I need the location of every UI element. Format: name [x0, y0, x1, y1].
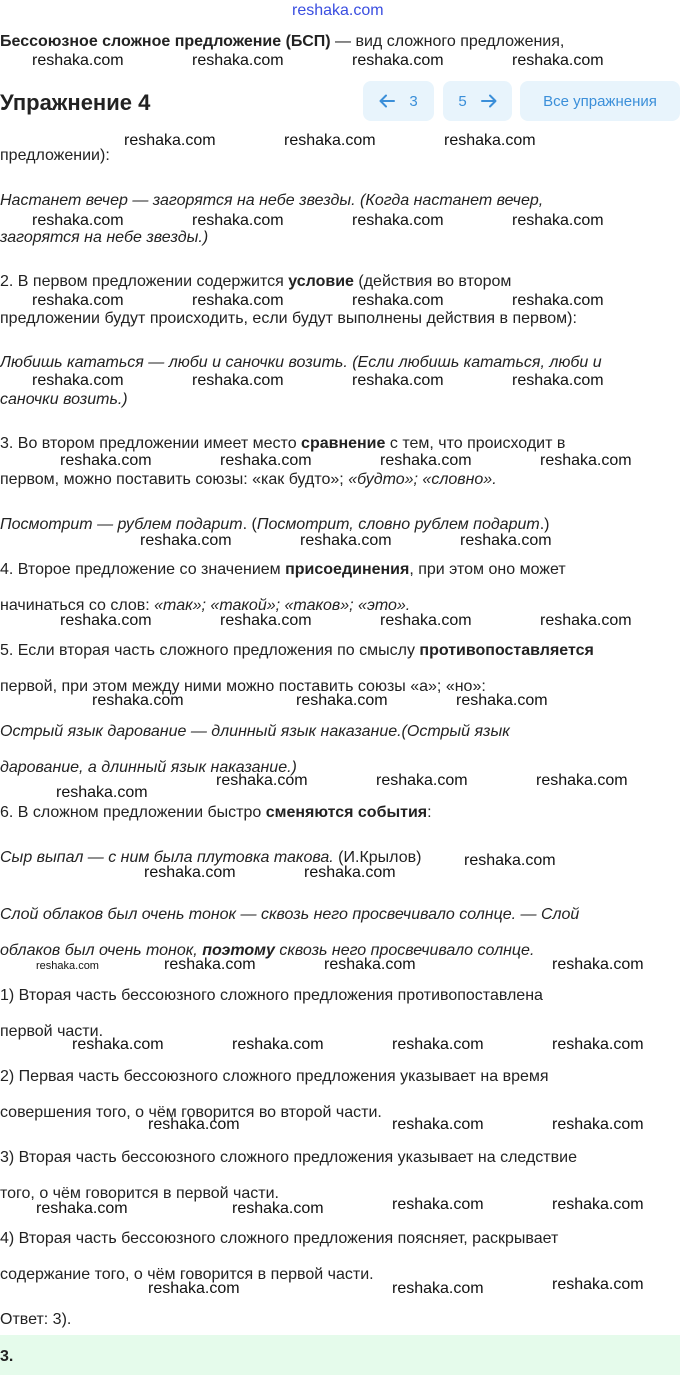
- page-title: Упражнение 4: [0, 90, 151, 115]
- watermark: reshaka.com: [192, 292, 284, 309]
- option-line: содержание того, о чём говорится в первой части.: [0, 1266, 374, 1283]
- watermark: reshaka.com: [512, 52, 604, 69]
- watermark: reshaka.com: [552, 1116, 644, 1133]
- watermark: reshaka.com: [392, 1196, 484, 1213]
- next-exercise-label: 5: [458, 92, 467, 110]
- watermark: reshaka.com: [144, 864, 236, 881]
- watermark: reshaka.com: [60, 612, 152, 629]
- watermark: reshaka.com: [456, 692, 548, 709]
- watermark: reshaka.com: [296, 692, 388, 709]
- watermark: reshaka.com: [536, 772, 628, 789]
- watermark: reshaka.com: [232, 1036, 324, 1053]
- watermark: reshaka.com: [552, 1196, 644, 1213]
- watermark: reshaka.com: [540, 452, 632, 469]
- watermark: reshaka.com: [140, 532, 232, 549]
- watermark: reshaka.com: [540, 612, 632, 629]
- option-line: 3) Вторая часть бессоюзного сложного предложения указывает на следствие: [0, 1149, 577, 1166]
- watermark: reshaka.com: [148, 1280, 240, 1297]
- watermark: reshaka.com: [60, 452, 152, 469]
- rule-line: 5. Если вторая часть сложного предложения по смыслу противопоставляется: [0, 642, 594, 659]
- option-line: того, о чём говорится в первой части.: [0, 1185, 279, 1202]
- watermark: reshaka.com: [300, 532, 392, 549]
- watermark: reshaka.com: [148, 1116, 240, 1133]
- option-line: первой части.: [0, 1023, 104, 1040]
- watermark: reshaka.com: [36, 960, 99, 972]
- watermark: reshaka.com: [376, 772, 468, 789]
- option-line: 1) Вторая часть бессоюзного сложного предложения противопоставлена: [0, 987, 543, 1004]
- answer-text: Ответ: 3).: [0, 1311, 72, 1328]
- watermark: reshaka.com: [220, 452, 312, 469]
- watermark: reshaka.com: [192, 52, 284, 69]
- site-link[interactable]: reshaka.com: [292, 2, 384, 19]
- watermark: reshaka.com: [352, 212, 444, 229]
- rule-line: первой, при этом между ними можно поставить союзы «а»; «но»:: [0, 678, 486, 695]
- watermark: reshaka.com: [324, 956, 416, 973]
- example-line: Острый язык дарование — длинный язык наказание.(Острый язык: [0, 723, 510, 740]
- watermark: reshaka.com: [72, 1036, 164, 1053]
- intro-text: Бессоюзное сложное предложение (БСП) — вид сложного предложения,: [0, 33, 565, 50]
- watermark: reshaka.com: [552, 1036, 644, 1053]
- answer-box-label: 3.: [0, 1348, 14, 1365]
- watermark: reshaka.com: [216, 772, 308, 789]
- watermark: reshaka.com: [352, 372, 444, 389]
- rule-line: 3. Во втором предложении имеет место сравнение с тем, что происходит в: [0, 435, 566, 452]
- watermark: reshaka.com: [512, 292, 604, 309]
- example-line: Слой облаков был очень тонок — сквозь него просвечивало солнце. — Слой: [0, 906, 580, 923]
- watermark: reshaka.com: [512, 372, 604, 389]
- example-line: Любишь кататься — люби и саночки возить. (Если любишь кататься, люби и: [0, 354, 602, 371]
- arrow-left-icon: [379, 94, 395, 108]
- text-line: предложении):: [0, 147, 110, 164]
- arrow-right-icon: [481, 94, 497, 108]
- watermark: reshaka.com: [380, 452, 472, 469]
- prev-exercise-label: 3: [409, 92, 418, 110]
- example-line: дарование, а длинный язык наказание.): [0, 759, 297, 776]
- example-line: облаков был очень тонок, поэтому сквозь него просвечивало солнце.: [0, 942, 535, 959]
- watermark: reshaka.com: [352, 52, 444, 69]
- rule-line: 6. В сложном предложении быстро сменяются события:: [0, 804, 432, 821]
- watermark: reshaka.com: [464, 852, 556, 869]
- watermark: reshaka.com: [32, 52, 124, 69]
- watermark: reshaka.com: [284, 132, 376, 149]
- example-line: Посмотрит — рублем подарит. (Посмотрит, словно рублем подарит.): [0, 516, 550, 533]
- rule-line: предложении будут происходить, если будут выполнены действия в первом):: [0, 310, 577, 327]
- watermark: reshaka.com: [192, 212, 284, 229]
- watermark: reshaka.com: [392, 1036, 484, 1053]
- next-exercise-button[interactable]: [443, 81, 512, 121]
- example-line: саночки возить.): [0, 391, 128, 408]
- watermark: reshaka.com: [220, 612, 312, 629]
- watermark: reshaka.com: [552, 1276, 644, 1293]
- prev-exercise-button[interactable]: [363, 81, 434, 121]
- watermark: reshaka.com: [444, 132, 536, 149]
- watermark: reshaka.com: [36, 1200, 128, 1217]
- rule-line: первом, можно поставить союзы: «как будто»; «будто»; «словно».: [0, 471, 497, 488]
- watermark: reshaka.com: [352, 292, 444, 309]
- example-line: загорятся на небе звезды.): [0, 229, 209, 246]
- watermark: reshaka.com: [392, 1116, 484, 1133]
- option-line: совершения того, о чём говорится во второй части.: [0, 1104, 382, 1121]
- watermark: reshaka.com: [32, 372, 124, 389]
- answer-box: [0, 1335, 680, 1375]
- watermark: reshaka.com: [32, 212, 124, 229]
- watermark: reshaka.com: [512, 212, 604, 229]
- watermark: reshaka.com: [552, 956, 644, 973]
- rule-line: 2. В первом предложении содержится условие (действия во втором: [0, 273, 512, 290]
- watermark: reshaka.com: [192, 372, 284, 389]
- watermark: reshaka.com: [380, 612, 472, 629]
- watermark: reshaka.com: [304, 864, 396, 881]
- watermark: reshaka.com: [232, 1200, 324, 1217]
- watermark: reshaka.com: [124, 132, 216, 149]
- example-line: Сыр выпал — с ним была плутовка такова. (И.Крылов): [0, 849, 422, 866]
- watermark: reshaka.com: [92, 692, 184, 709]
- all-exercises-button[interactable]: [520, 81, 680, 121]
- rule-line: начинаться со слов: «так»; «такой»; «таков»; «это».: [0, 597, 411, 614]
- option-line: 4) Вторая часть бессоюзного сложного предложения поясняет, раскрывает: [0, 1230, 559, 1247]
- watermark: reshaka.com: [32, 292, 124, 309]
- all-exercises-label: Все упражнения: [543, 92, 657, 110]
- option-line: 2) Первая часть бессоюзного сложного предложения указывает на время: [0, 1068, 549, 1085]
- rule-line: 4. Второе предложение со значением присоединения, при этом оно может: [0, 561, 566, 578]
- watermark: reshaka.com: [164, 956, 256, 973]
- watermark: reshaka.com: [56, 784, 148, 801]
- watermark: reshaka.com: [460, 532, 552, 549]
- watermark: reshaka.com: [392, 1280, 484, 1297]
- example-line: Настанет вечер — загорятся на небе звезды. (Когда настанет вечер,: [0, 192, 544, 209]
